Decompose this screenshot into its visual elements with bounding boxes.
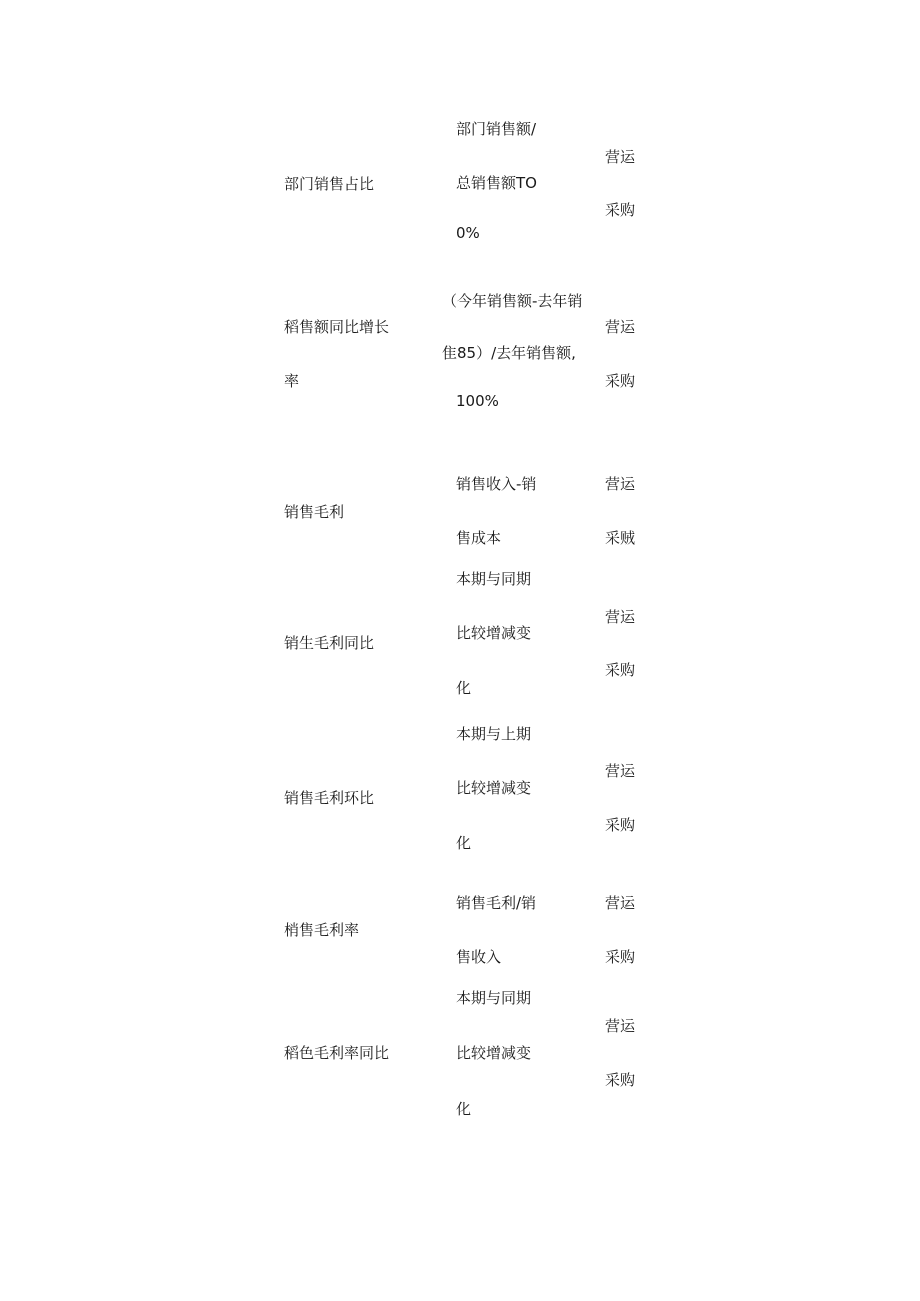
dept-label: 采购 <box>605 372 636 390</box>
formula-line: 总销售额TO <box>456 174 537 192</box>
formula-line: 0% <box>456 224 480 242</box>
metric-name: 梢售毛利率 <box>284 921 360 939</box>
formula-line: 100% <box>456 392 499 410</box>
dept-label: 营运 <box>605 318 636 336</box>
dept-label: 营运 <box>605 475 636 493</box>
formula-line: 化 <box>456 679 472 697</box>
formula-line: 隹85）/去年销售额, <box>442 344 576 362</box>
dept-label: 采购 <box>605 201 636 219</box>
formula-line: 售收入 <box>456 948 502 966</box>
metric-name: 部门销售占比 <box>284 175 375 193</box>
metric-name: 销售毛利环比 <box>284 789 375 807</box>
formula-line: 比较增减变 <box>456 624 532 642</box>
metric-name: 销生毛利同比 <box>284 634 375 652</box>
dept-label: 采购 <box>605 816 636 834</box>
metric-name: 率 <box>284 372 300 390</box>
formula-line: 销售收入-销 <box>456 475 537 493</box>
formula-line: 部门销售额/ <box>456 120 537 138</box>
formula-line: 销售毛利/销 <box>456 894 537 912</box>
dept-label: 采购 <box>605 1071 636 1089</box>
dept-label: 采购 <box>605 948 636 966</box>
metric-name: 销售毛利 <box>284 503 345 521</box>
dept-label: 营运 <box>605 762 636 780</box>
metric-name: 稻售额同比增长 <box>284 318 390 336</box>
dept-label: 营运 <box>605 1017 636 1035</box>
formula-line: 本期与同期 <box>456 989 532 1007</box>
formula-line: （今年销售额-去年销 <box>442 292 583 310</box>
formula-line: 本期与上期 <box>456 725 532 743</box>
formula-line: 售成本 <box>456 529 502 547</box>
formula-line: 比较增减变 <box>456 1044 532 1062</box>
metric-name: 稻色毛利率同比 <box>284 1044 390 1062</box>
formula-line: 化 <box>456 1100 472 1118</box>
formula-line: 化 <box>456 834 472 852</box>
formula-line: 比较增减变 <box>456 779 532 797</box>
dept-label: 营运 <box>605 148 636 166</box>
formula-line: 本期与同期 <box>456 570 532 588</box>
dept-label: 采贼 <box>605 529 636 547</box>
dept-label: 营运 <box>605 894 636 912</box>
dept-label: 营运 <box>605 608 636 626</box>
dept-label: 采购 <box>605 661 636 679</box>
